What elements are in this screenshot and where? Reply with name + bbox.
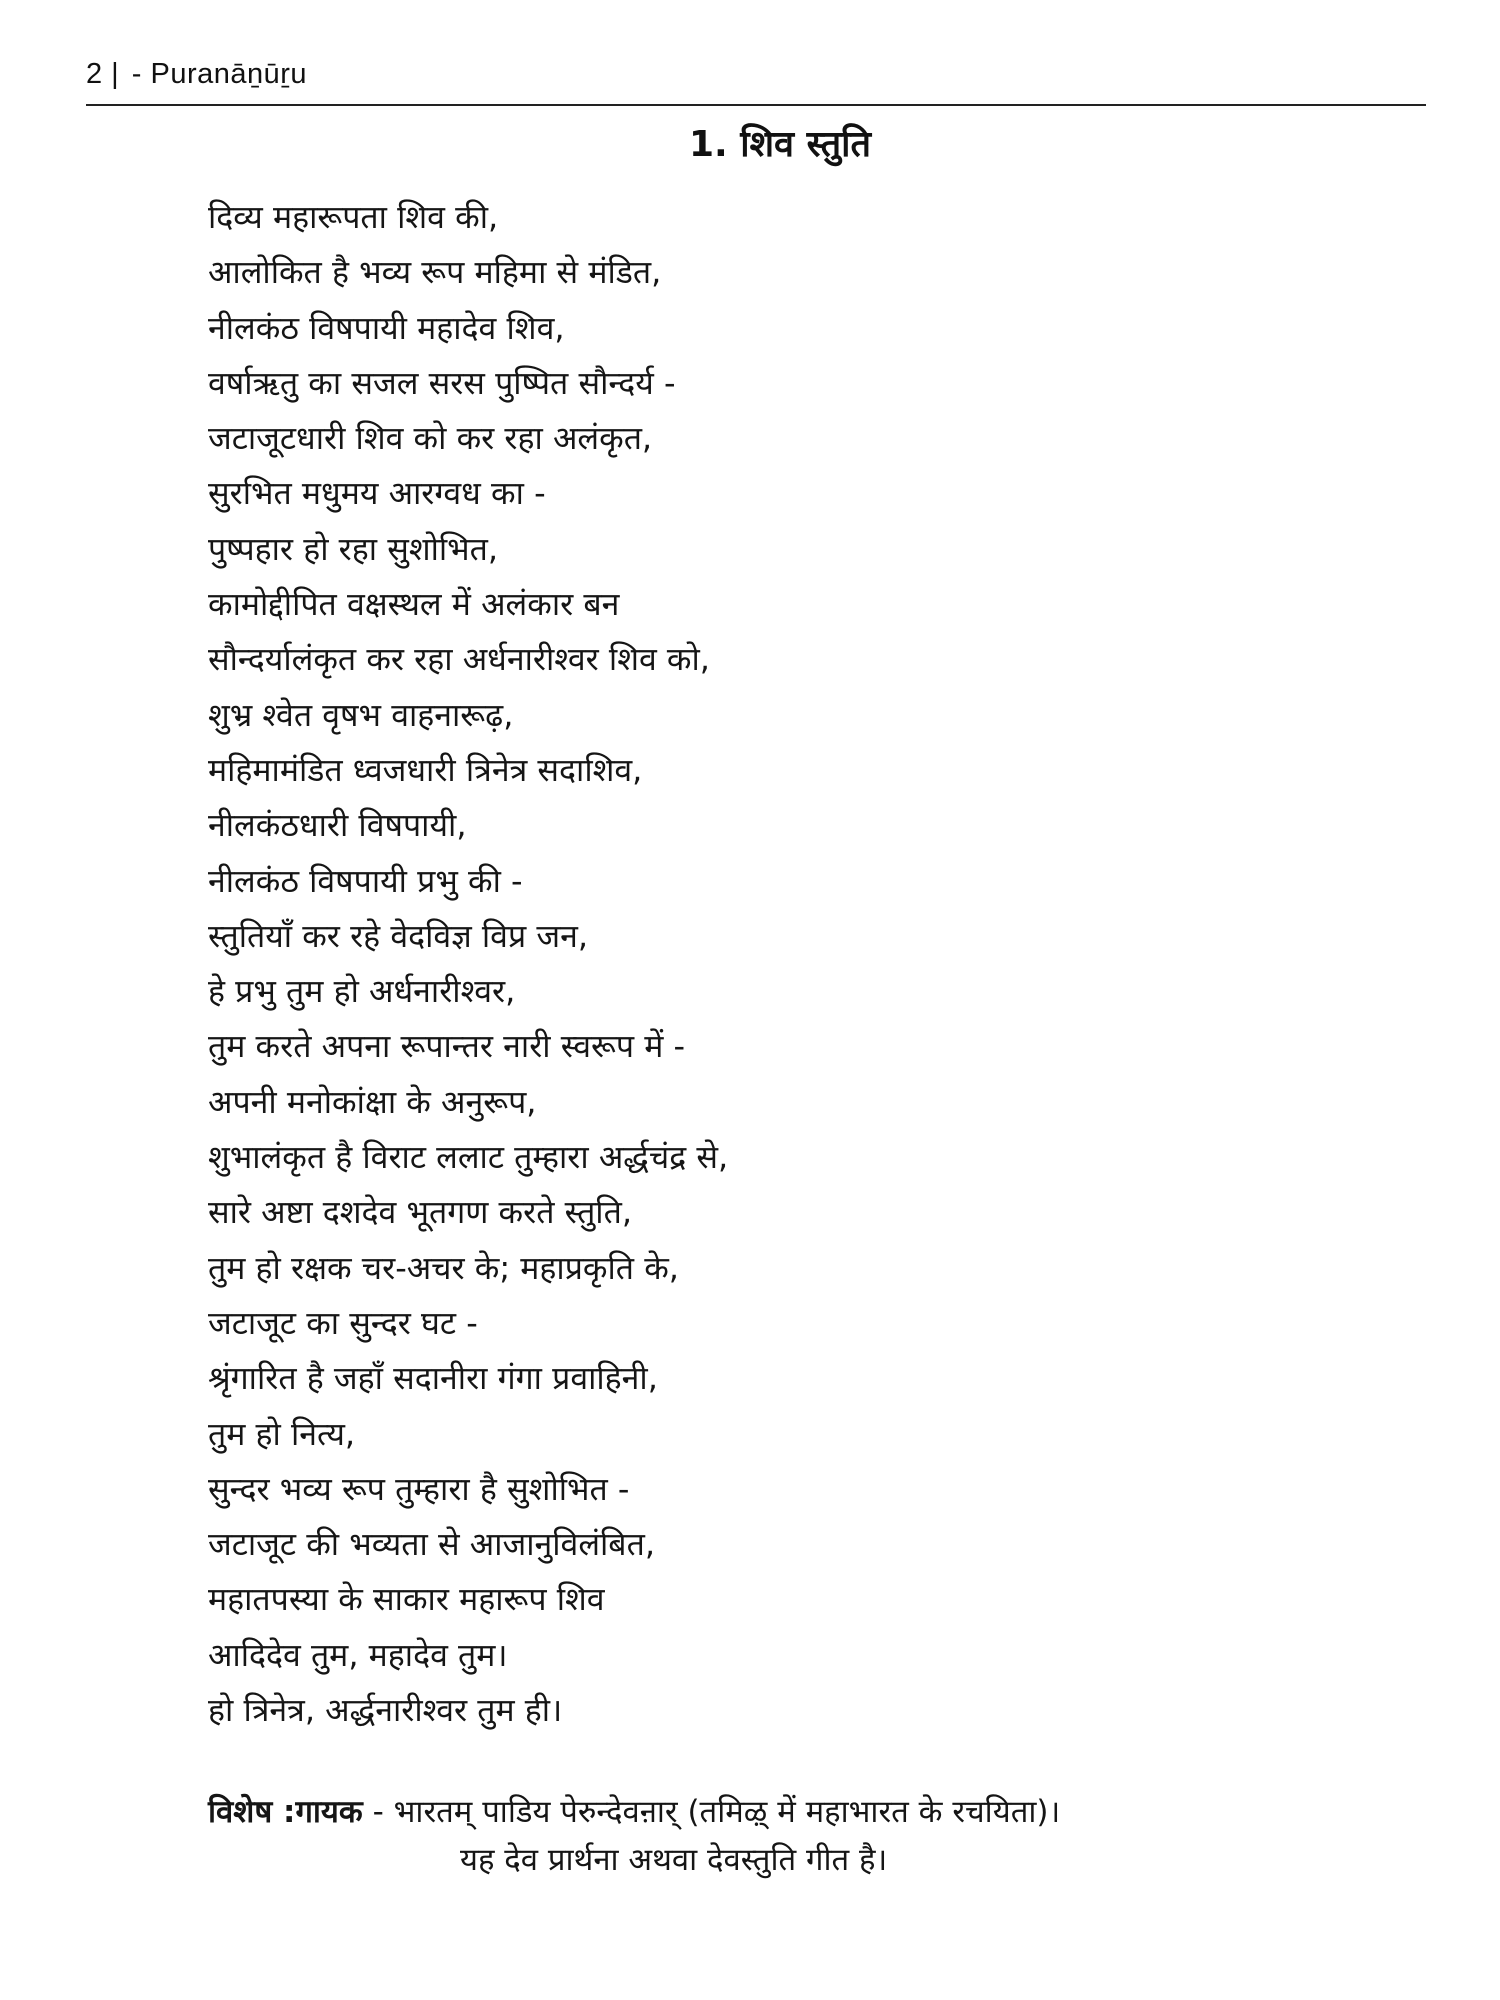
- poem-line: सुन्दर भव्य रूप तुम्हारा है सुशोभित -: [208, 1469, 630, 1508]
- poem-line: सारे अष्टा दशदेव भूतगण करते स्तुति,: [208, 1193, 633, 1232]
- poem-body: [208, 190, 728, 1738]
- poem-line: शुभ्र श्वेत वृषभ वाहनारूढ़,: [208, 695, 514, 734]
- poem-line: नीलकंठधारी विषपायी,: [208, 806, 467, 845]
- poem-line: अपनी मनोकांक्षा के अनुरूप,: [208, 1082, 537, 1121]
- poem-line: वर्षाऋतु का सजल सरस पुष्पित सौन्दर्य -: [208, 363, 676, 402]
- poem-line: नीलकंठ विषपायी महादेव शिव,: [208, 308, 565, 347]
- poem-line: श्रृंगारित है जहाँ सदानीरा गंगा प्रवाहिनी,: [208, 1359, 658, 1398]
- footnote-line-1: - भारतम् पाडिय पेरुन्देवऩार् (तमिऴ् में महाभारत के रचयिता)।: [362, 1794, 1061, 1830]
- poem-line: आदिदेव तुम, महादेव तुम।: [208, 1635, 508, 1674]
- poem-line: स्तुतियाँ कर रहे वेदविज्ञ विप्र जन,: [208, 916, 589, 955]
- poem-line: जटाजूटधारी शिव को कर रहा अलंकृत,: [208, 419, 653, 458]
- poem-line: जटाजूट का सुन्दर घट -: [208, 1303, 478, 1342]
- poem-line: तुम हो नित्य,: [208, 1414, 356, 1453]
- book-title: - Puranāṉūṟu: [131, 58, 308, 90]
- poem-line: सुरभित मधुमय आरग्वध का -: [208, 474, 546, 513]
- poem-title: 1. शिव स्तुति: [689, 124, 871, 165]
- poem-line: आलोकित है भव्य रूप महिमा से मंडित,: [208, 253, 662, 292]
- header-divider: [86, 104, 1426, 106]
- poem-line: शुभालंकृत है विराट ललाट तुम्हारा अर्द्धचंद्र से,: [208, 1138, 729, 1177]
- poem-line: महातपस्या के साकार महारूप शिव: [208, 1580, 605, 1619]
- running-header: [86, 58, 307, 91]
- poem-line: हे प्रभु तुम हो अर्धनारीश्वर,: [208, 972, 516, 1011]
- poem-line: कामोद्दीपित वक्षस्थल में अलंकार बन: [208, 585, 620, 624]
- poem-line: हो त्रिनेत्र, अर्द्धनारीश्वर तुम ही।: [208, 1691, 563, 1730]
- poem-line: नीलकंठ विषपायी प्रभु की -: [208, 861, 523, 900]
- poem-line: तुम करते अपना रूपान्तर नारी स्वरूप में -: [208, 1027, 686, 1066]
- footnote-label: विशेष :गायक: [208, 1794, 363, 1830]
- page-number: 2 |: [86, 58, 120, 90]
- footnote: [208, 1790, 1060, 1832]
- footnote-line-2: यह देव प्रार्थना अथवा देवस्तुति गीत है।: [460, 1842, 888, 1878]
- poem-line: पुष्पहार हो रहा सुशोभित,: [208, 529, 499, 568]
- poem-line: महिमामंडित ध्वजधारी त्रिनेत्र सदाशिव,: [208, 750, 643, 789]
- poem-line: दिव्य महारूपता शिव की,: [208, 198, 499, 236]
- poem-line: तुम हो रक्षक चर-अचर के; महाप्रकृति के,: [208, 1248, 679, 1287]
- poem-line: सौन्दर्यालंकृत कर रहा अर्धनारीश्वर शिव को,: [208, 640, 710, 679]
- poem-line: जटाजूट की भव्यता से आजानुविलंबित,: [208, 1525, 655, 1564]
